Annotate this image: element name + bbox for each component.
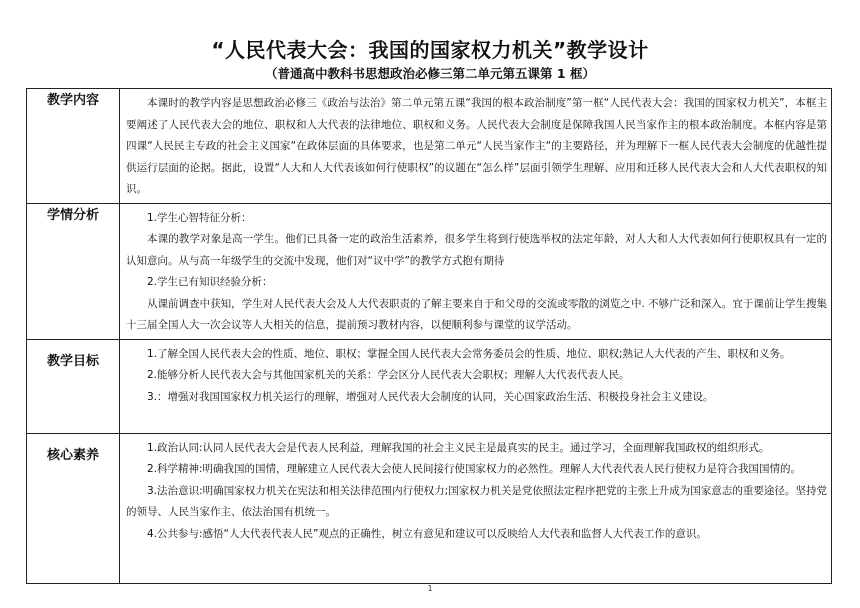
table-row-student-analysis [27,203,832,339]
paragraph: 2.学生已有知识经验分析： [147,276,273,288]
row-label-teaching-objectives: 教学目标 [27,339,120,433]
paragraph: 3.法治意识:明确国家权力机关在宪法和相关法律范围内行使权力;国家权力机关是党依照法定程序把党的主张上升成为国家意志的重要途径。坚持党的领导、人民当家作主、依法治国有机统一。 [126,484,827,518]
row-label-student-analysis: 学情分析 [27,203,120,339]
row-label-core-competencies: 核心素养 [27,433,120,583]
paragraph: 4.公共参与:感悟“人大代表代表人民”观点的正确性，树立有意见和建议可以反映给人大代表和监督人大代表工作的意识。 [147,527,707,540]
document-subtitle: （普通高中教科书思想政治必修三第二单元第五课第 1 框） [265,66,595,81]
table-row-teaching-content [27,89,832,204]
paragraph: 1.学生心智特征分析： [147,211,252,224]
document-title: “人民代表大会：我国的国家权力机关”教学设计 [211,38,649,62]
paragraph: 本课时的教学内容是思想政治必修三《政治与法治》第二单元第五课“我国的根本政治制度”第一框“人民代表大会：我国的国家权力机关”，本框主要阐述了人民代表大会的地位、职权和人大代表的法律地位、职权和义务。人民代表大会制度是保障我国人民当家作主的根本政治制度。本框内容是第四课“人民民主专政的社会主义国家“在政体层面的具体要求，也是第二单元“人民当家作主“的主要路径，并为理解下一框人民代表大会制度的优越性提供运行层面的论据。据此，设置“人大和人大代表该如何行使职权”的议题在“怎么样”层面引领学生理解、应用和迁移人民代表大会和人大代表职权的知识。 [126,97,827,195]
paragraph: 1.政治认同:认同人民代表大会是代表人民利益，理解我国的社会主义民主是最真实的民主。通过学习，全面理解我国政权的组织形式。 [147,441,770,454]
row-content-core-competencies [120,433,832,583]
table-row-core-competencies [27,433,832,583]
paragraph: 3.：增强对我国国家权力机关运行的理解，增强对人民代表大会制度的认同，关心国家政治生活、积极投身社会主义建设。 [147,390,714,403]
table-row-teaching-objectives [27,339,832,433]
row-content-teaching-content [120,89,832,204]
paragraph: 从课前调查中获知，学生对人民代表大会及人大代表职责的了解主要来自于和父母的交流或零散的浏览之中. 不够广泛和深入。宜于课前让学生搜集十三届全国人大一次会议等人大相关的信息，提前预习教材内容，以便顺利参与课堂的议学活动。 [126,297,827,331]
row-content-student-analysis [120,203,832,339]
page-number: 1 [427,584,433,593]
paragraph: 1.了解全国人民代表大会的性质、地位、职权；掌握全国人民代表大会常务委员会的性质、地位、职权;熟记人大代表的产生、职权和义务。 [147,347,791,360]
lesson-plan-table [26,88,832,584]
paragraph: 2.科学精神:明确我国的国情，理解建立人民代表大会使人民间接行使国家权力的必然性。理解人大代表代表人民行使权力是符合我国国情的。 [147,463,802,475]
row-label-teaching-content: 教学内容 [27,89,120,204]
paragraph: 2.能够分析人民代表大会与其他国家机关的关系：学会区分人民代表大会职权；理解人大代表代表人民。 [147,369,630,381]
row-content-teaching-objectives [120,339,832,433]
paragraph: 本课的教学对象是高一学生。他们已具备一定的政治生活素养，很多学生将到行使选举权的法定年龄，对人大和人大代表如何行使职权具有一定的认知意向。从与高一年级学生的交流中发现，他们对“议中学”的教学方式抱有期待 [126,233,827,267]
